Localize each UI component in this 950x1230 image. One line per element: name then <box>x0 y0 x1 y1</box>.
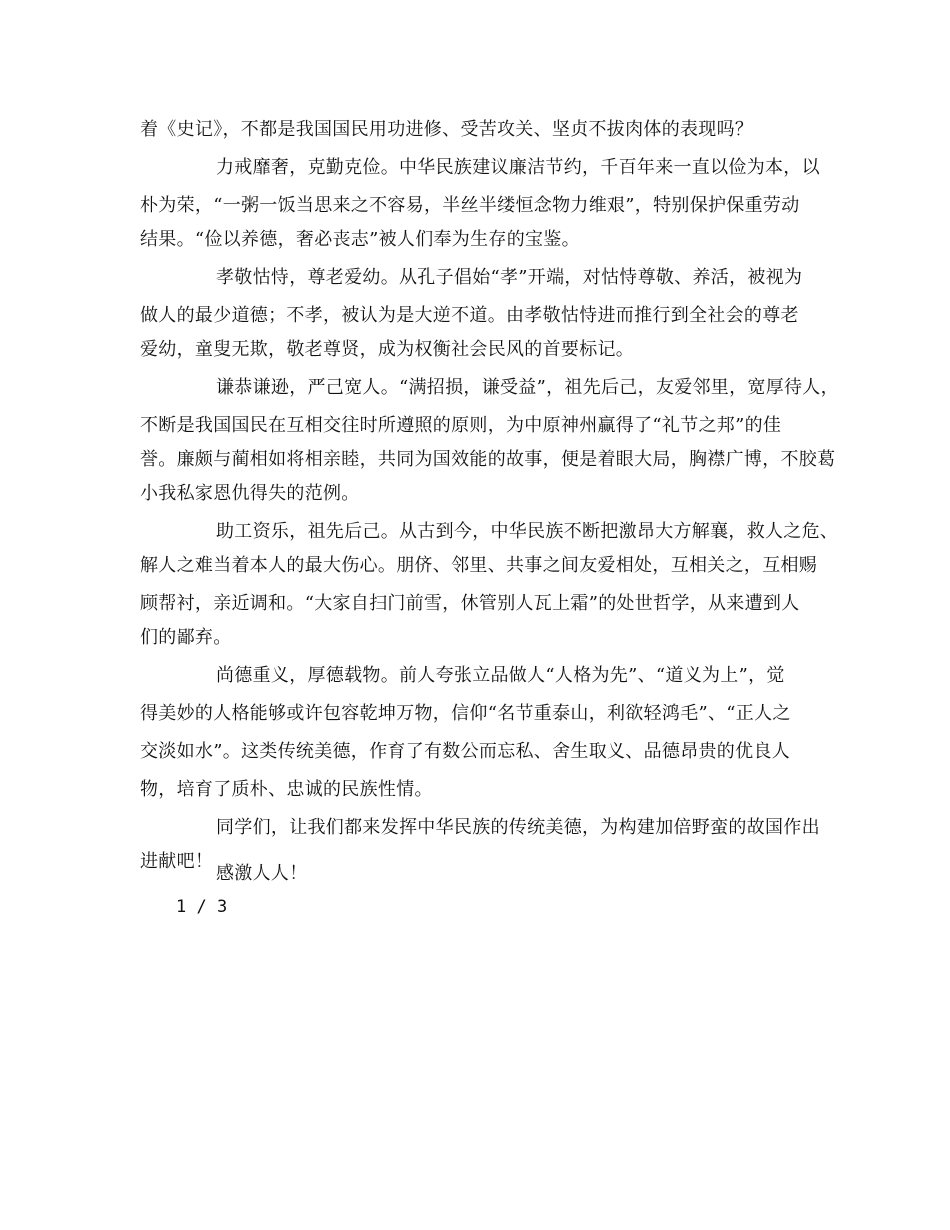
text-line: 同学们，让我们都来发挥中华民族的传统美德，为构建加倍野蛮的故国作出 <box>216 817 820 838</box>
page-number: 1 / 3 <box>176 897 228 917</box>
text-line: 解人之难当着本人的最大伤心。朋侪、邻里、共事之间友爱相处，互相关之，互相赐 <box>140 555 818 576</box>
text-line: 得美妙的人格能够或许包容乾坤万物，信仰“名节重泰山，利欲轻鸿毛”、“正人之 <box>140 703 791 724</box>
text-line: 孝敬怙恃，尊老爱幼。从孔子倡始“孝”开端，对怙恃尊敬、养活，被视为 <box>216 267 803 288</box>
text-line: 助工资乐，祖先后己。从古到今，中华民族不断把激昂大方解襄，救人之危、 <box>216 521 839 542</box>
text-line: 物，培育了质朴、忠诚的民族性情。 <box>140 779 433 800</box>
text-line: 顾帮衬，亲近调和。“大家自扫门前雪，休管别人瓦上霜”的处世哲学，从来遭到人 <box>140 593 800 614</box>
text-line: 进献吧！ <box>140 851 214 872</box>
text-line: 不断是我国国民在互相交往时所遵照的原则，为中原神州赢得了“礼节之邦”的佳 <box>140 415 782 436</box>
text-line: 着《史记》，不都是我国国民用功进修、受苦攻关、坚贞不拔肉体的表现吗？ <box>140 119 754 140</box>
text-line: 做人的最少道德；不孝，被认为是大逆不道。由孝敬怙恃进而推行到全社会的尊老 <box>140 305 799 326</box>
text-line: 誉。廉颇与蔺相如将相亲睦，共同为国效能的故事，便是着眼大局，胸襟广博，不胶葛 <box>140 449 836 470</box>
text-line: 爱幼，童叟无欺，敬老尊贤，成为权衡社会民风的首要标记。 <box>140 339 635 360</box>
text-line: 们的鄙弃。 <box>140 627 232 648</box>
text-line: 小我私家恩仇得失的范例。 <box>140 483 360 504</box>
text-line: 结果。“俭以养德，奢必丧志”被人们奉为生存的宝鉴。 <box>140 229 580 250</box>
text-line: 朴为荣，“一粥一饭当思来之不容易，半丝半缕恒念物力维艰”，特别保护保重劳动 <box>140 195 800 216</box>
text-line: 感激人人！ <box>216 863 308 884</box>
text-line: 尚德重义，厚德载物。前人夸张立品做人“人格为先”、“道义为上”，觉 <box>216 665 785 686</box>
text-line: 谦恭谦逊，严己宽人。“满招损，谦受益”，祖先后己，友爱邻里，宽厚待人， <box>216 377 839 398</box>
text-line: 交淡如水”。这类传统美德，作育了有数公而忘私、舍生取义、品德昂贵的优良人 <box>140 741 790 762</box>
text-line: 力戒靡奢，克勤克俭。中华民族建议廉洁节约，千百年来一直以俭为本，以 <box>216 157 820 178</box>
